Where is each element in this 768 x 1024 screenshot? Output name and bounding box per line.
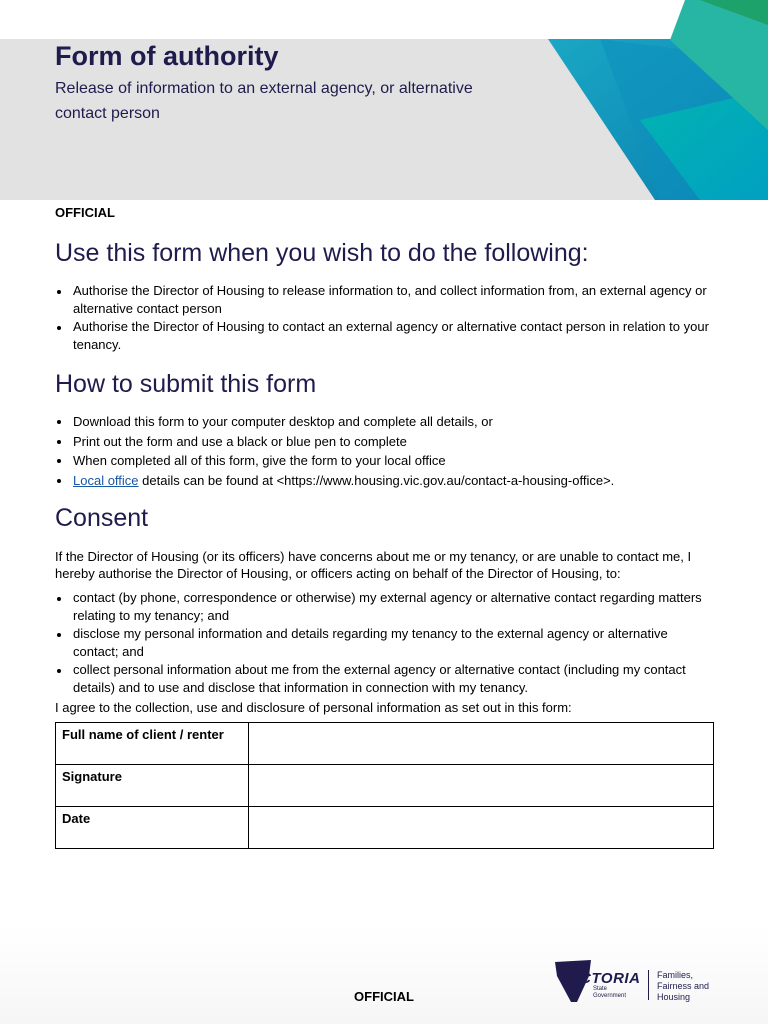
- full-name-label: Full name of client / renter: [56, 723, 249, 765]
- classification-label-top: OFFICIAL: [55, 205, 115, 220]
- full-name-field[interactable]: [249, 723, 714, 765]
- consent-agreement: I agree to the collection, use and disclosure of personal information as set out in this form:: [55, 700, 572, 715]
- section-heading-consent: Consent: [55, 504, 149, 532]
- logo-divider: [648, 970, 649, 1000]
- section-heading-submit: How to submit this form: [55, 370, 317, 398]
- list-item: [55, 471, 715, 491]
- use-bullet-list: [55, 282, 715, 354]
- list-item: disclose my personal information and details regarding my tenancy to the external agency or alternative contact; and: [55, 625, 715, 661]
- client-details-table: [55, 722, 714, 849]
- list-item: collect personal information about me from the external agency or alternative contact (including my contact details) and to use and disclose that information in connection with my tenancy.: [55, 661, 715, 697]
- consent-bullet-list: [55, 589, 715, 697]
- date-label: Date: [56, 807, 249, 849]
- list-item: Authorise the Director of Housing to release information to, and collect information from, an external agency or alternative contact person: [55, 282, 715, 318]
- table-row: [56, 807, 714, 849]
- table-row: [56, 765, 714, 807]
- signature-field[interactable]: [249, 765, 714, 807]
- section-heading-use: Use this form when you wish to do the following:: [55, 239, 589, 267]
- logo-subtext: State Government: [593, 986, 627, 999]
- classification-label-bottom: OFFICIAL: [354, 989, 414, 1004]
- local-office-link[interactable]: Local office: [73, 472, 139, 488]
- list-item: contact (by phone, correspondence or otherwise) my external agency or alternative contact regarding matters relating to my tenancy; and: [55, 589, 715, 625]
- page-subtitle: Release of information to an external agency, or alternative contact person: [55, 80, 473, 122]
- list-item: Download this form to your computer desktop and complete all details, or: [55, 412, 715, 432]
- victoria-government-logo: [553, 956, 723, 1006]
- list-item: Authorise the Director of Housing to contact an external agency or alternative contact person in relation to your tenancy.: [55, 318, 715, 354]
- consent-intro: If the Director of Housing (or its officers) have concerns about me or my tenancy, or are unable to contact me, I hereby authorise the Director of Housing, or officers acting on behalf of the Director of Housing, to:: [55, 549, 692, 581]
- submit-bullet-list: [55, 412, 715, 490]
- page-title: Form of authority: [55, 41, 279, 71]
- list-item: When completed all of this form, give the form to your local office: [55, 451, 715, 471]
- logo-wordmark: VICTORIA: [565, 970, 641, 987]
- signature-label: Signature: [56, 765, 249, 807]
- date-field[interactable]: [249, 807, 714, 849]
- department-name: Families, Fairness and Housing: [657, 970, 710, 1002]
- list-item: Print out the form and use a black or blue pen to complete: [55, 432, 715, 452]
- local-office-details: details can be found at <https://www.housing.vic.gov.au/contact-a-housing-office>.: [138, 472, 615, 488]
- table-row: [56, 723, 714, 765]
